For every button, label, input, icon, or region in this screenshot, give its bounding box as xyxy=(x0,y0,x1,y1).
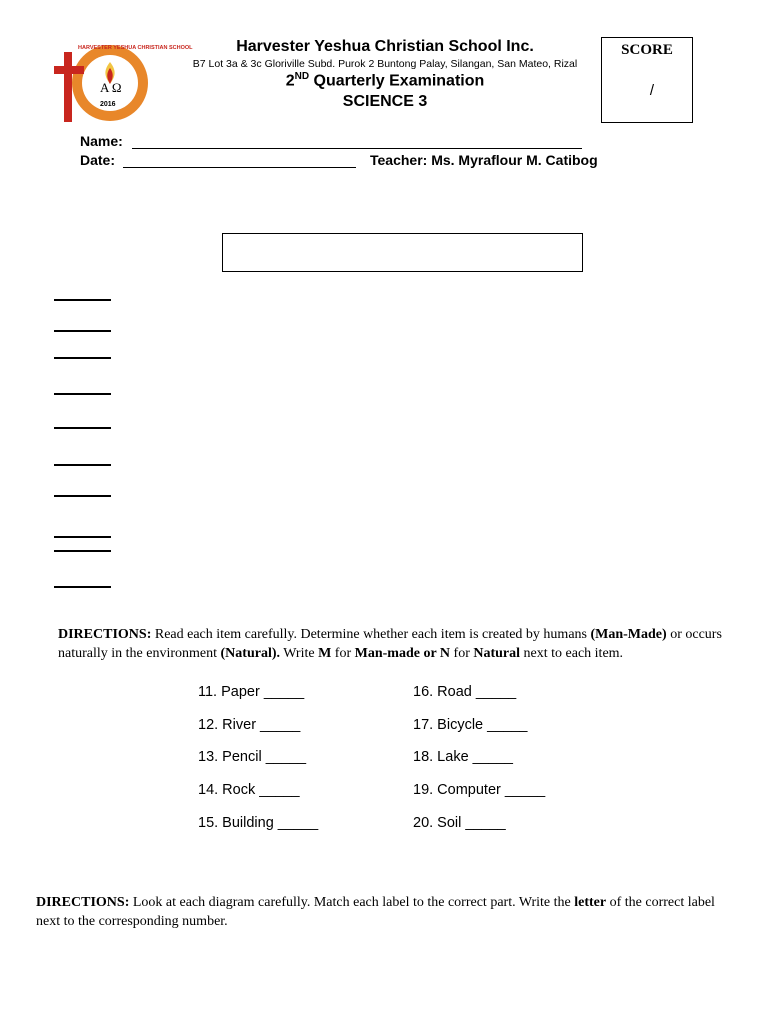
logo-text: HARVESTER YESHUA CHRISTIAN SCHOOL xyxy=(78,45,193,51)
question-item[interactable]: 17. Bicycle _____ xyxy=(413,717,528,733)
date-label: Date: xyxy=(80,152,116,168)
directions-text: of the correct label next to the corresponding number. xyxy=(36,895,715,929)
directions-lead: DIRECTIONS: xyxy=(58,627,152,642)
exam-ordinal-suffix: ND xyxy=(294,71,310,82)
directions-text: Write xyxy=(280,646,319,661)
directions-bold: Natural xyxy=(473,646,521,661)
question-item[interactable]: 13. Pencil _____ xyxy=(198,749,307,765)
exam-ordinal: 2 xyxy=(285,72,295,90)
answer-blank[interactable] xyxy=(54,586,111,588)
exam-title xyxy=(170,71,600,90)
answer-blank[interactable] xyxy=(54,393,111,395)
question-item[interactable]: 15. Building _____ xyxy=(198,815,319,831)
directions-text: for xyxy=(450,646,474,661)
directions-bold: Man-made or N xyxy=(354,646,451,661)
answer-blank[interactable] xyxy=(54,536,111,538)
date-field[interactable] xyxy=(123,167,356,168)
answer-blank[interactable] xyxy=(54,464,111,466)
question-item[interactable]: 14. Rock _____ xyxy=(198,782,300,798)
directions-text: for xyxy=(331,646,355,661)
directions-text: next to each item. xyxy=(520,646,624,661)
subject-title: SCIENCE 3 xyxy=(342,93,428,110)
question-item[interactable]: 18. Lake _____ xyxy=(413,749,513,765)
directions-bold: (Man-Made) xyxy=(590,627,667,642)
exam-title-text: Quarterly Examination xyxy=(309,72,485,90)
answer-blank[interactable] xyxy=(54,495,111,497)
answer-blank[interactable] xyxy=(54,357,111,359)
directions-diagram xyxy=(36,893,736,931)
answer-blank[interactable] xyxy=(54,299,111,301)
directions-man-made-natural xyxy=(58,625,726,663)
name-field[interactable] xyxy=(132,148,582,149)
school-name: Harvester Yeshua Christian School Inc. xyxy=(236,38,534,55)
directions-lead: DIRECTIONS: xyxy=(36,895,130,910)
question-item[interactable]: 12. River _____ xyxy=(198,717,301,733)
question-item[interactable]: 20. Soil _____ xyxy=(413,815,506,831)
question-item[interactable]: 19. Computer _____ xyxy=(413,782,546,798)
school-address: B7 Lot 3a & 3c Gloriville Subd. Purok 2 Buntong Palay, Silangan, San Mateo, Rizal xyxy=(192,58,578,70)
directions-text: Look at each diagram carefully. Match each label to the correct part. Write the xyxy=(129,895,575,910)
logo-year: 2016 xyxy=(100,101,116,108)
score-label: SCORE xyxy=(621,42,673,58)
answer-blank[interactable] xyxy=(54,550,111,552)
question-item[interactable]: 16. Road _____ xyxy=(413,684,517,700)
school-logo xyxy=(54,40,193,126)
directions-bold: letter xyxy=(574,895,607,910)
question-item[interactable]: 11. Paper _____ xyxy=(198,684,305,700)
answer-blank[interactable] xyxy=(54,427,111,429)
answer-blank[interactable] xyxy=(54,330,111,332)
directions-text: Read each item carefully. Determine whether each item is created by humans xyxy=(151,627,591,642)
logo-symbols: A Ω xyxy=(100,80,122,95)
name-label: Name: xyxy=(80,133,123,149)
directions-text: or occurs naturally in the environment xyxy=(58,627,722,661)
section-title-box xyxy=(222,233,583,272)
directions-bold: (Natural). xyxy=(220,646,281,661)
teacher-name: Teacher: Ms. Myraflour M. Catibog xyxy=(370,152,598,168)
score-slash: / xyxy=(649,82,655,99)
directions-bold: M xyxy=(318,646,332,661)
